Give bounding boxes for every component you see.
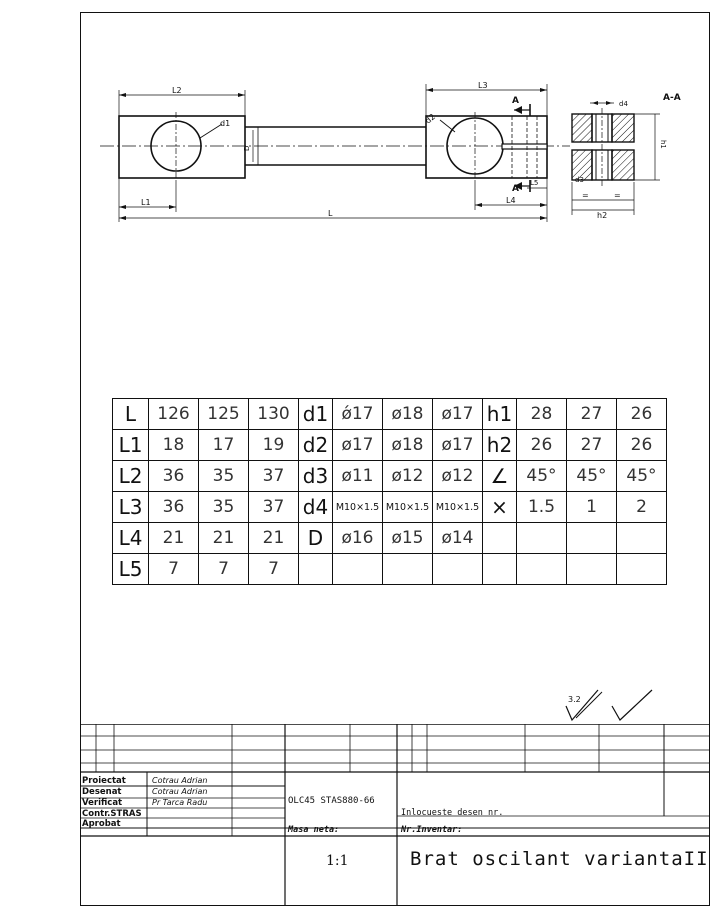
dimension-value-cell: 27 <box>567 399 617 430</box>
dimension-value-cell: M10×1.5 <box>333 492 383 523</box>
dimension-value-cell: ø12 <box>383 461 433 492</box>
section-marker-top: A <box>512 96 519 106</box>
label-h2: h2 <box>597 211 608 220</box>
dimension-row <box>113 554 667 585</box>
label-L: L <box>328 209 333 218</box>
dimension-row <box>113 430 667 461</box>
replaces-drawing-label: Inlocueste desen nr. <box>401 808 504 818</box>
dimension-row <box>113 492 667 523</box>
dimension-value-cell: 17 <box>199 430 249 461</box>
dimension-value-cell <box>517 554 567 585</box>
dimension-label-cell: d4 <box>299 492 333 523</box>
section-view-AA <box>572 108 634 186</box>
dimension-value-cell: 45° <box>617 461 667 492</box>
dimension-value-cell: 1 <box>567 492 617 523</box>
dimension-label-cell: L <box>113 399 149 430</box>
dimension-value-cell: 35 <box>199 461 249 492</box>
dimension-value-cell: 28 <box>517 399 567 430</box>
dimension-value-cell: ø17 <box>433 430 483 461</box>
label-d2: d2 <box>423 112 438 126</box>
dimension-value-cell: ø16 <box>333 523 383 554</box>
dimension-value-cell: ø18 <box>383 399 433 430</box>
dimension-value-cell: ø18 <box>383 430 433 461</box>
dimension-value-cell: ø12 <box>433 461 483 492</box>
dimension-value-cell <box>333 554 383 585</box>
section-marker-bottom: A <box>512 184 519 194</box>
dimension-label-cell: ∠ <box>483 461 517 492</box>
clamp-slot <box>502 144 547 149</box>
label-L3: L3 <box>478 81 488 90</box>
dimension-value-cell <box>383 554 433 585</box>
label-L4: L4 <box>506 196 516 205</box>
label-L5: L5 <box>530 179 539 187</box>
dimension-value-cell: 37 <box>249 461 299 492</box>
label-L1: L1 <box>141 198 151 207</box>
dimension-value-cell: 26 <box>517 430 567 461</box>
dimension-label-cell: d3 <box>299 461 333 492</box>
dimension-value-cell: 35 <box>199 492 249 523</box>
dimension-value-cell: 2 <box>617 492 667 523</box>
title-block <box>80 724 710 906</box>
dimension-label-cell: L1 <box>113 430 149 461</box>
dimension-value-cell: 26 <box>617 399 667 430</box>
dimension-label-cell <box>299 554 333 585</box>
drawing-title: Brat oscilant variantaII <box>410 848 709 870</box>
dimension-row <box>113 461 667 492</box>
dimension-label-cell: L3 <box>113 492 149 523</box>
dimension-value-cell: 18 <box>149 430 199 461</box>
dimension-value-cell: 26 <box>617 430 667 461</box>
technical-drawing <box>0 0 728 300</box>
dimension-value-cell: 130 <box>249 399 299 430</box>
dimension-row <box>113 399 667 430</box>
section-title: A-A <box>663 93 681 103</box>
dimension-label-cell <box>483 554 517 585</box>
label-L2: L2 <box>172 86 182 95</box>
dimension-value-cell: 7 <box>199 554 249 585</box>
dimension-value-cell: 7 <box>249 554 299 585</box>
dimension-value-cell <box>567 554 617 585</box>
dimension-value-cell: 45° <box>517 461 567 492</box>
role-name-1: Cotrau Adrian <box>152 787 208 796</box>
dimension-value-cell: 19 <box>249 430 299 461</box>
dimension-value-cell <box>567 523 617 554</box>
dimension-label-cell: d1 <box>299 399 333 430</box>
label-d1: d1 <box>220 119 231 128</box>
dimension-value-cell: 1.5 <box>517 492 567 523</box>
dimension-label-cell: D <box>299 523 333 554</box>
dimension-value-cell: 21 <box>149 523 199 554</box>
dimension-label-cell: L4 <box>113 523 149 554</box>
dimension-value-cell: ø11 <box>333 461 383 492</box>
dimension-label-cell: h1 <box>483 399 517 430</box>
dimension-label-cell: h2 <box>483 430 517 461</box>
dimension-label-cell: d2 <box>299 430 333 461</box>
dimension-value-cell <box>433 554 483 585</box>
role-label-0: Proiectat <box>82 776 126 786</box>
inventory-label: Nr.Inventar: <box>401 825 463 835</box>
dimension-value-cell: ø17 <box>333 430 383 461</box>
role-name-2: Pr Tarca Radu <box>152 798 208 807</box>
dimension-value-cell: ø14 <box>433 523 483 554</box>
label-equal-right: = <box>614 191 621 200</box>
label-d3: d3 <box>575 176 584 184</box>
dimension-value-cell: 21 <box>249 523 299 554</box>
mass-label: Masa neta: <box>288 825 340 835</box>
role-label-2: Verificat <box>82 798 123 808</box>
scale: 1:1 <box>326 853 349 869</box>
label-h1: h1 <box>659 140 667 149</box>
label-d4: d4 <box>619 100 628 108</box>
dimension-value-cell: M10×1.5 <box>383 492 433 523</box>
dimension-label-cell: × <box>483 492 517 523</box>
dimension-label-cell: L2 <box>113 461 149 492</box>
dimension-value-cell: ø15 <box>383 523 433 554</box>
label-D: D <box>243 145 251 151</box>
role-name-0: Cotrau Adrian <box>152 776 208 785</box>
role-label-3: Contr.STRAS <box>82 809 142 819</box>
dimension-value-cell: 125 <box>199 399 249 430</box>
dimension-value-cell: 36 <box>149 492 199 523</box>
dimension-value-cell <box>617 523 667 554</box>
role-label-4: Aprobat <box>82 819 121 829</box>
dimension-value-cell: M10×1.5 <box>433 492 483 523</box>
dimension-value-cell: 36 <box>149 461 199 492</box>
dimension-row <box>113 523 667 554</box>
dimension-value-cell: ǿ17 <box>333 399 383 430</box>
surface-finish-value: 3.2 <box>568 695 581 704</box>
dimension-value-cell: 126 <box>149 399 199 430</box>
dimension-label-cell <box>483 523 517 554</box>
surface-finish-symbol <box>562 688 662 728</box>
dimension-value-cell: 45° <box>567 461 617 492</box>
dimension-value-cell <box>617 554 667 585</box>
material-spec: OLC45 STAS880-66 <box>288 796 375 806</box>
label-equal-left: = <box>582 191 589 200</box>
dimension-value-cell <box>517 523 567 554</box>
dimension-value-cell: ø17 <box>433 399 483 430</box>
dimension-value-cell: 21 <box>199 523 249 554</box>
dimension-label-cell: L5 <box>113 554 149 585</box>
dimension-value-cell: 27 <box>567 430 617 461</box>
dimension-value-cell: 7 <box>149 554 199 585</box>
role-label-1: Desenat <box>82 787 122 797</box>
dimension-value-cell: 37 <box>249 492 299 523</box>
dimension-table <box>112 398 667 585</box>
